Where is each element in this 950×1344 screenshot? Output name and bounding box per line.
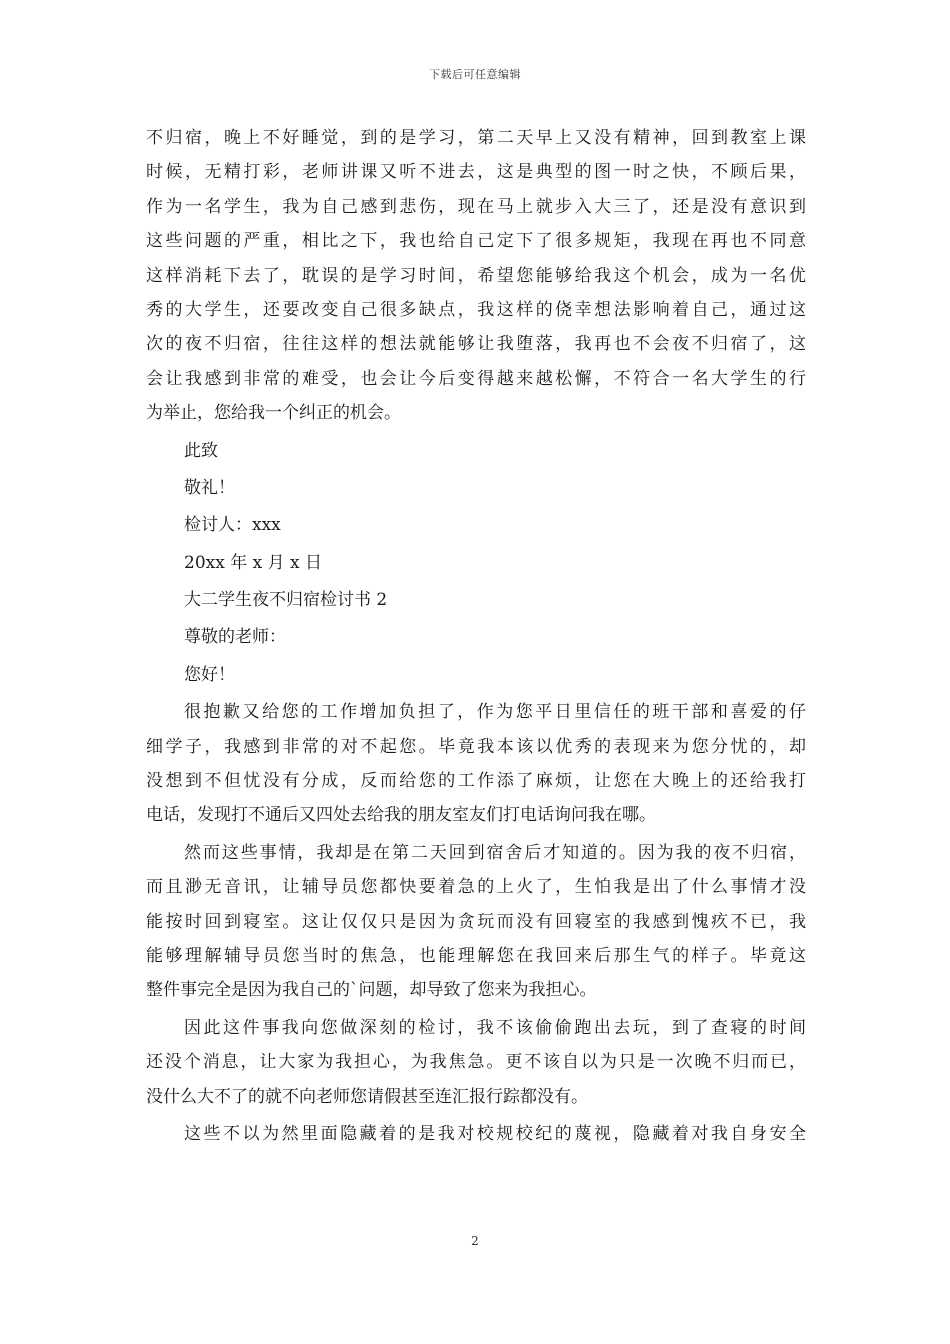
text-line: 这些问题的严重，相比之下，我也给自己定下了很多规矩，我现在再也不同意	[146, 231, 806, 252]
text-line: 细学子，我感到非常的对不起您。毕竟我本该以优秀的表现来为您分忧的，却	[146, 736, 806, 757]
document-body	[146, 121, 806, 1151]
paragraph-5	[146, 1117, 806, 1151]
page-header: 下载后可任意编辑	[429, 68, 521, 81]
text-line: 为举止，您给我一个纠正的机会。	[146, 403, 401, 424]
text-line: 电话，发现打不通后又四处去给我的朋友室友们打电话询问我在哪。	[146, 805, 656, 826]
text-line: 能够理解辅导员您当时的焦急，也能理解您在我回来后那生气的样子。毕竟这	[146, 945, 806, 966]
page-number: 2	[471, 1234, 479, 1248]
text-line: 没想到不但忧没有分成，反而给您的工作添了麻烦，让您在大晚上的还给我打	[146, 771, 806, 792]
signer-line: 检讨人：xxx	[184, 515, 281, 536]
text-line: 没什么大不了的就不向老师您请假甚至连汇报行踪都没有。	[146, 1086, 588, 1107]
paragraph-2	[146, 695, 806, 833]
date-line: 20xx 年 x 月 x 日	[184, 552, 323, 573]
text-line: 还没个消息，让大家为我担心，为我焦急。更不该自以为只是一次晚不归而已，	[146, 1052, 806, 1073]
text-line: 因此这件事我向您做深刻的检讨，我不该偷偷跑出去玩，到了查寝的时间	[184, 1017, 806, 1038]
hello-line: 您好！	[184, 664, 235, 685]
paragraph-3	[146, 836, 806, 1008]
text-line: 不归宿，晚上不好睡觉，到的是学习，第二天早上又没有精神，回到教室上课	[146, 128, 806, 148]
closing-line: 此致	[184, 440, 218, 461]
text-line: 而且渺无音讯，让辅导员您都快要着急的上火了，生怕我是出了什么事情才没	[146, 877, 806, 898]
text-line: 能按时回到寝室。这让仅仅只是因为贪玩而没有回寝室的我感到愧疚不已，我	[146, 911, 806, 932]
text-line: 秀的大学生，还要改变自己很多缺点，我这样的侥幸想法影响着自己，通过这	[146, 299, 806, 320]
text-line: 会让我感到非常的难受，也会让今后变得越来越松懈，不符合一名大学生的行	[146, 368, 806, 389]
paragraph-1	[146, 121, 806, 431]
text-line: 然而这些事情，我却是在第二天回到宿舍后才知道的。因为我的夜不归宿，	[184, 842, 806, 863]
greeting-line: 尊敬的老师：	[184, 627, 286, 648]
paragraph-4	[146, 1011, 806, 1114]
section-title: 大二学生夜不归宿检讨书 2	[184, 590, 388, 611]
text-line: 整件事完全是因为我自己的`问题，却导致了您来为我担心。	[146, 980, 597, 1001]
salute-line: 敬礼！	[184, 477, 235, 498]
text-line: 作为一名学生，我为自己感到悲伤，现在马上就步入大三了，还是没有意识到	[146, 196, 806, 217]
text-line: 次的夜不归宿，往往这样的想法就能够让我堕落，我再也不会夜不归宿了，这	[146, 334, 806, 355]
text-line: 这些不以为然里面隐藏着的是我对校规校纪的蔑视，隐藏着对我自身安全	[184, 1123, 806, 1144]
text-line: 很抱歉又给您的工作增加负担了，作为您平日里信任的班干部和喜爱的仔	[184, 702, 806, 723]
text-line: 时候，无精打彩，老师讲课又听不进去，这是典型的图一时之快，不顾后果，	[146, 162, 806, 183]
text-line: 这样消耗下去了，耽误的是学习时间，希望您能够给我这个机会，成为一名优	[146, 265, 806, 286]
